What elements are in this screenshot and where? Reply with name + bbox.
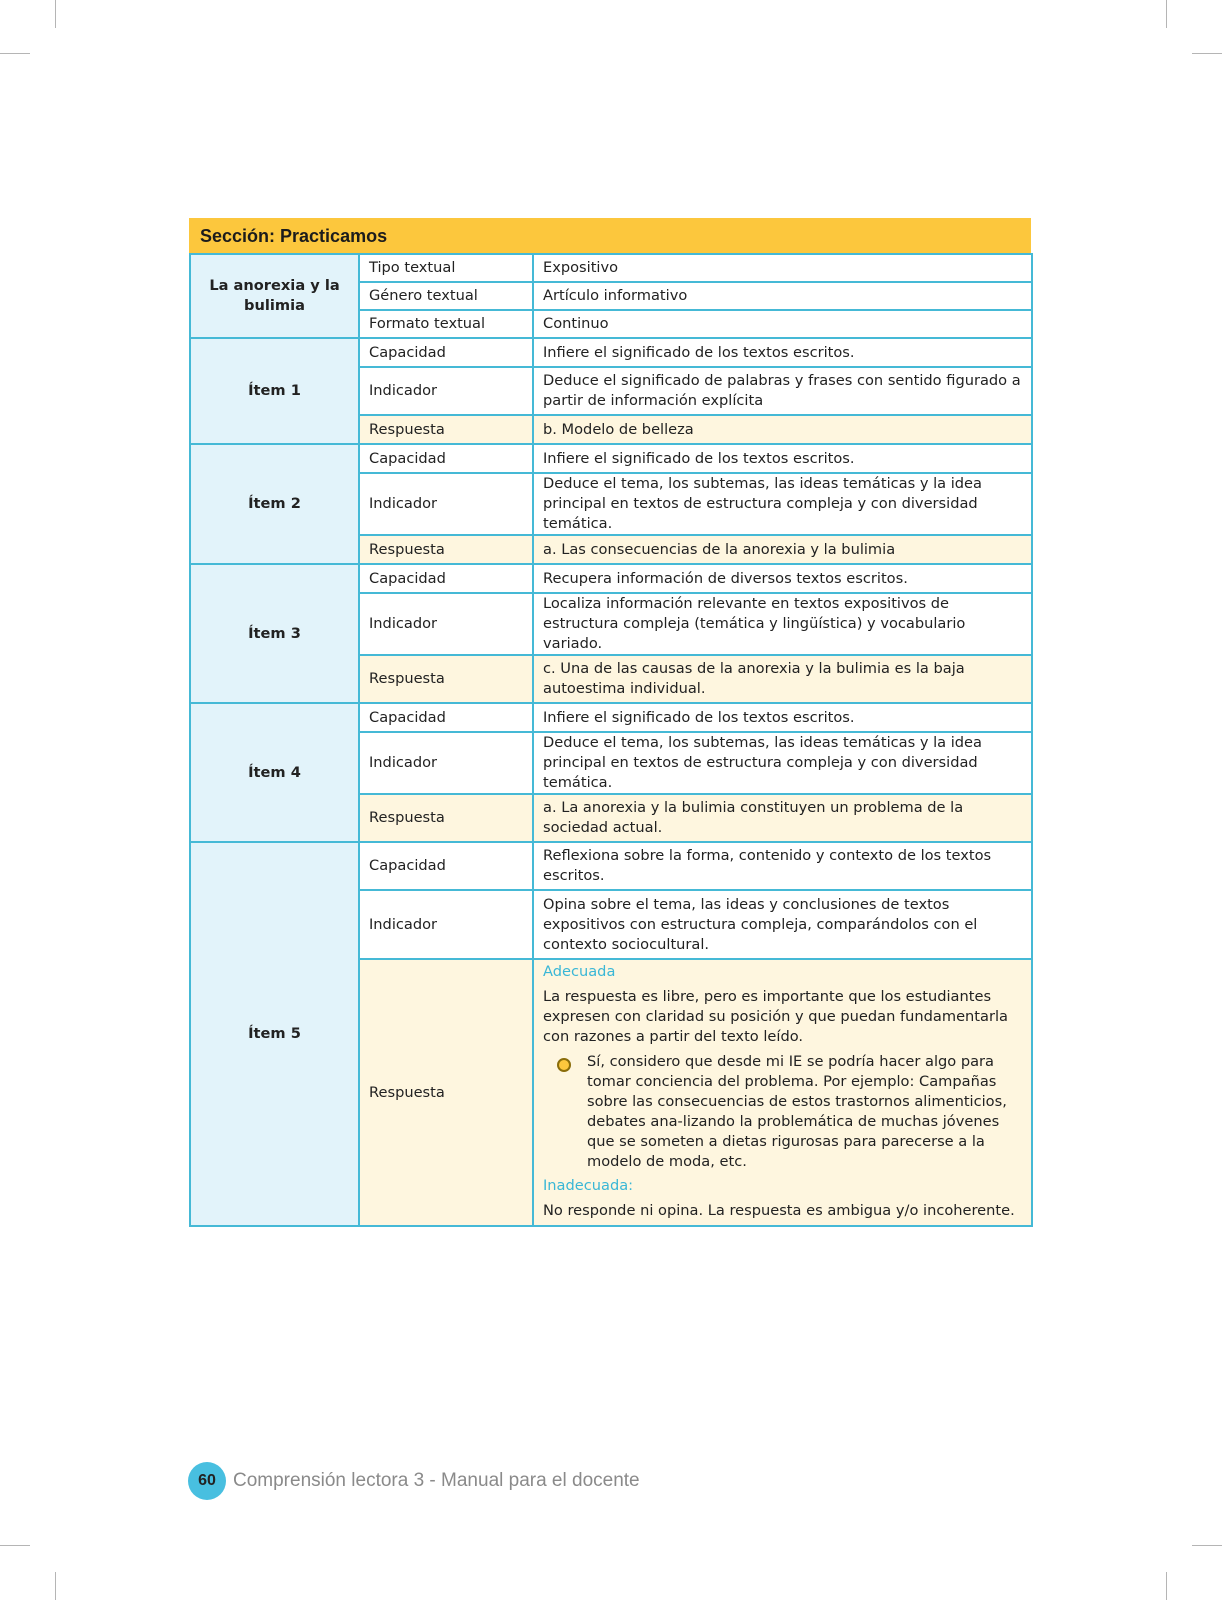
table-row <box>190 564 1032 593</box>
crop-mark <box>0 53 30 54</box>
section-title: Sección: Practicamos <box>189 218 1031 253</box>
capacidad-label: Capacidad <box>359 444 533 473</box>
page-footer <box>188 1462 640 1500</box>
capacidad-value: Reflexiona sobre la forma, contenido y contexto de los textos escritos. <box>533 842 1032 890</box>
table-row <box>190 842 1032 890</box>
indicador-value: Localiza información relevante en textos expositivos de estructura compleja (temática y lingüística) y vocabulario variado. <box>533 593 1032 655</box>
item-title-cell: Ítem 4 <box>190 703 359 842</box>
respuesta-value: a. Las consecuencias de la anorexia y la bulimia <box>533 535 1032 564</box>
crop-mark <box>1192 1545 1222 1546</box>
table-row <box>190 703 1032 732</box>
respuesta-value: b. Modelo de belleza <box>533 415 1032 444</box>
row-label: Formato textual <box>359 310 533 338</box>
text-title-cell: La anorexia y la bulimia <box>190 254 359 338</box>
indicador-value: Deduce el tema, los subtemas, las ideas temáticas y la idea principal en textos de estructura compleja y con diversidad temática. <box>533 473 1032 535</box>
book-title: Comprensión lectora 3 - Manual para el docente <box>233 1470 640 1491</box>
row-value: Artículo informativo <box>533 282 1032 310</box>
item-title-cell: Ítem 1 <box>190 338 359 444</box>
inadecuada-title: Inadecuada: <box>543 1177 634 1194</box>
capacidad-label: Capacidad <box>359 703 533 732</box>
indicador-label: Indicador <box>359 593 533 655</box>
crop-mark <box>1192 53 1222 54</box>
capacidad-value: Infiere el significado de los textos escritos. <box>533 703 1032 732</box>
capacidad-value: Recupera información de diversos textos escritos. <box>533 564 1032 593</box>
crop-mark <box>1166 0 1167 28</box>
crop-mark <box>1166 1572 1167 1600</box>
respuesta-value: a. La anorexia y la bulimia constituyen un problema de la sociedad actual. <box>533 794 1032 842</box>
adecuada-title: Adecuada <box>543 963 616 980</box>
respuesta-label: Respuesta <box>359 655 533 703</box>
respuesta-label: Respuesta <box>359 794 533 842</box>
adecuada-text: La respuesta es libre, pero es importante que los estudiantes expresen con claridad su posición y que puedan fundamentarla con razones a partir del texto leído. <box>543 988 1008 1045</box>
inadecuada-text: No responde ni opina. La respuesta es ambigua y/o incoherente. <box>543 1202 1015 1219</box>
capacidad-label: Capacidad <box>359 842 533 890</box>
capacidad-label: Capacidad <box>359 564 533 593</box>
capacidad-value: Infiere el significado de los textos escritos. <box>533 338 1032 367</box>
respuesta-label: Respuesta <box>359 535 533 564</box>
crop-mark <box>55 0 56 28</box>
indicador-label: Indicador <box>359 473 533 535</box>
crop-mark <box>55 1572 56 1600</box>
evaluation-table <box>189 218 1031 1227</box>
respuesta-label: Respuesta <box>359 415 533 444</box>
example-answer <box>543 1052 1022 1172</box>
table-row <box>190 254 1032 282</box>
item-title-cell: Ítem 5 <box>190 842 359 1226</box>
rubric-table <box>189 253 1033 1227</box>
row-value: Expositivo <box>533 254 1032 282</box>
row-label: Género textual <box>359 282 533 310</box>
respuesta-label: Respuesta <box>359 959 533 1226</box>
bullet-circle-icon <box>557 1058 571 1072</box>
table-row <box>190 338 1032 367</box>
item-title-cell: Ítem 2 <box>190 444 359 564</box>
indicador-value: Deduce el tema, los subtemas, las ideas temáticas y la idea principal en textos de estructura compleja y con diversidad temática. <box>533 732 1032 794</box>
indicador-label: Indicador <box>359 890 533 959</box>
indicador-label: Indicador <box>359 732 533 794</box>
page-number: 60 <box>188 1462 226 1500</box>
row-label: Tipo textual <box>359 254 533 282</box>
respuesta-value: c. Una de las causas de la anorexia y la bulimia es la baja autoestima individual. <box>533 655 1032 703</box>
indicador-value: Opina sobre el tema, las ideas y conclusiones de textos expositivos con estructura compleja, comparándolos con el contexto sociocultural. <box>533 890 1032 959</box>
respuesta-value <box>533 959 1032 1226</box>
indicador-label: Indicador <box>359 367 533 415</box>
indicador-value: Deduce el significado de palabras y frases con sentido figurado a partir de información explícita <box>533 367 1032 415</box>
item-title-cell: Ítem 3 <box>190 564 359 703</box>
capacidad-value: Infiere el significado de los textos escritos. <box>533 444 1032 473</box>
example-answer-text: Sí, considero que desde mi IE se podría hacer algo para tomar conciencia del problema. Por ejemplo: Campañas sobre las consecuencias de estos trastornos alimenticios, debates ana-lizando la problemática de muchas jóvenes que se someten a dietas rigurosas para parecerse a la modelo de moda, etc. <box>587 1053 1007 1170</box>
table-row <box>190 444 1032 473</box>
capacidad-label: Capacidad <box>359 338 533 367</box>
row-value: Continuo <box>533 310 1032 338</box>
crop-mark <box>0 1545 30 1546</box>
